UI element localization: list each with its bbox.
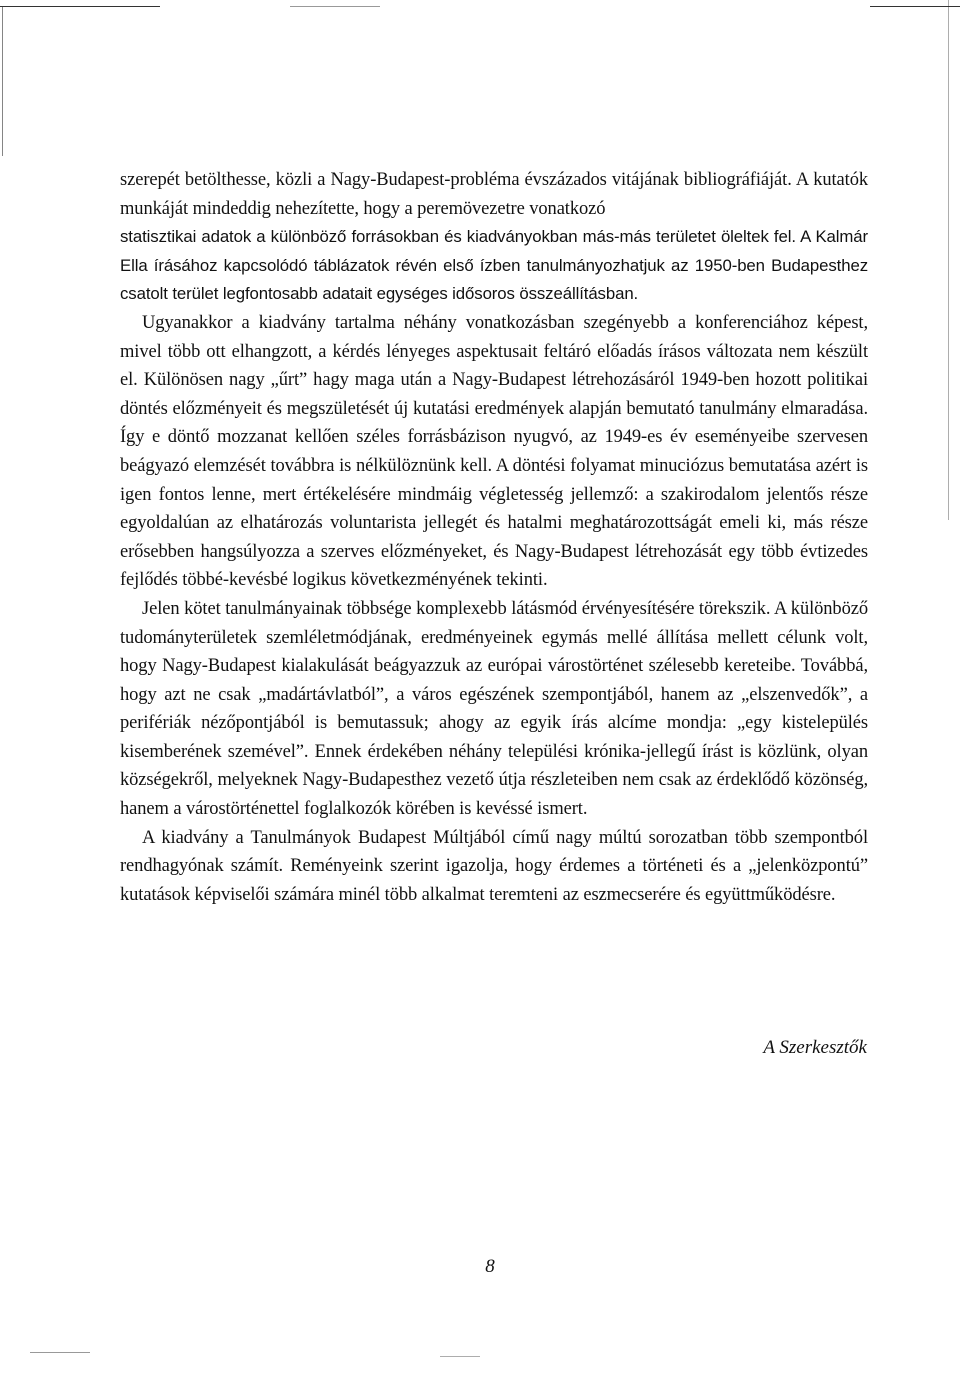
page-number: 8 <box>485 1256 495 1277</box>
paragraph-conference: Ugyanakkor a kiadvány tartalma néhány vonatkozásban szegényebb a konferenciához képest, mivel több ott elhangzott, a kérdés lényeges aspektusait feltáró előadás írásos változata nem készült el. Különösen nagy „űrt” hagy maga után a Nagy-Budapest létrehozásáról 1949-ben hozott politikai döntés előzményeit és megszületését új kutatási eredmények alapján bemutató tanulmány elmaradása. Így e döntő mozzanat kellően széles forrásbázison nyugvó, az 1949-es év eseményeibe szervesen beágyazó elemzését továbbra is nélkülöznünk kell. A döntési folyamat minuciózus bemutatása azért is igen fontos lenne, mert értékelésére mindmáig végletesség jellemző: a szakirodalom jelentős része egyoldalúan az elhatározás voluntarista jellegét és hatalmi meghatározottságát emeli ki, más része erősebben hangsúlyozza a szerves előzményeket, és Nagy-Budapest létrehozását egy több évtizedes fejlődés többé-kevésbé logikus következményének tekinti. <box>120 312 868 591</box>
paragraph-intro: szerepét betölthesse, közli a Nagy-Budapest-probléma évszázados vitájának bibliográfiáját. A kutatók munkáját mindeddig nehezítette, hogy a peremövezetre vonatkozó <box>120 170 868 219</box>
scan-edge-mark <box>2 6 3 156</box>
editors-signature: A Szerkesztők <box>763 1037 867 1058</box>
paragraph-volume-goals: Jelen kötet tanulmányainak többsége komplexebb látásmód érvényesítésére törekszik. A különböző tudományterületek szemléletmódjának, eredményeinek egymás mellé állítása mellett célunk volt, hogy Nagy-Budapest kialakulását beágyazzuk az európai várostörténet szélesebb kereteibe. Továbbá, hogy azt ne csak „madártávlatból”, a város egészének szempontjából, hanem az „elszenvedők”, a perifériák nézőpontjából is bemutassuk; ahogy az egyik írás alcíme mondja: „egy kistelepülés kisemberének szemével”. Ennek érdekében néhány települési krónika-jellegű írást is közlünk, olyan községekről, melyeknek Nagy-Budapesthez vezető útja részleteiben nem csak az érdeklődő közönség, hanem a várostörténettel foglalkozók körében is kevéssé ismert. <box>120 598 868 820</box>
scan-edge-mark <box>870 6 960 7</box>
paragraph-series: A kiadvány a Tanulmányok Budapest Múltjából című nagy múltú sorozatban több szempontból rendhagyónak számít. Reményeink szerint igazolja, hogy érdemes a történeti és a „jelenközpontú” kutatások képviselői számára minél több alkalmat teremteni az eszmecserére és együttműködésre. <box>120 827 868 905</box>
scan-edge-mark <box>948 0 949 520</box>
document-body <box>120 166 868 909</box>
scan-edge-mark <box>30 1352 90 1353</box>
scan-edge-mark <box>0 6 160 7</box>
paragraph-statistics: statisztikai adatok a különböző forrásokban és kiadványokban más-más területet öleltek fel. A Kalmár Ella írásához kapcsolódó táblázatok révén első ízben tanulmányozhatjuk az 1950-ben Budapesthez csatolt terület legfontosabb adatait egységes idősoros összeállításban. <box>120 227 868 304</box>
scan-edge-mark <box>440 1356 480 1357</box>
scan-edge-mark <box>290 6 380 7</box>
